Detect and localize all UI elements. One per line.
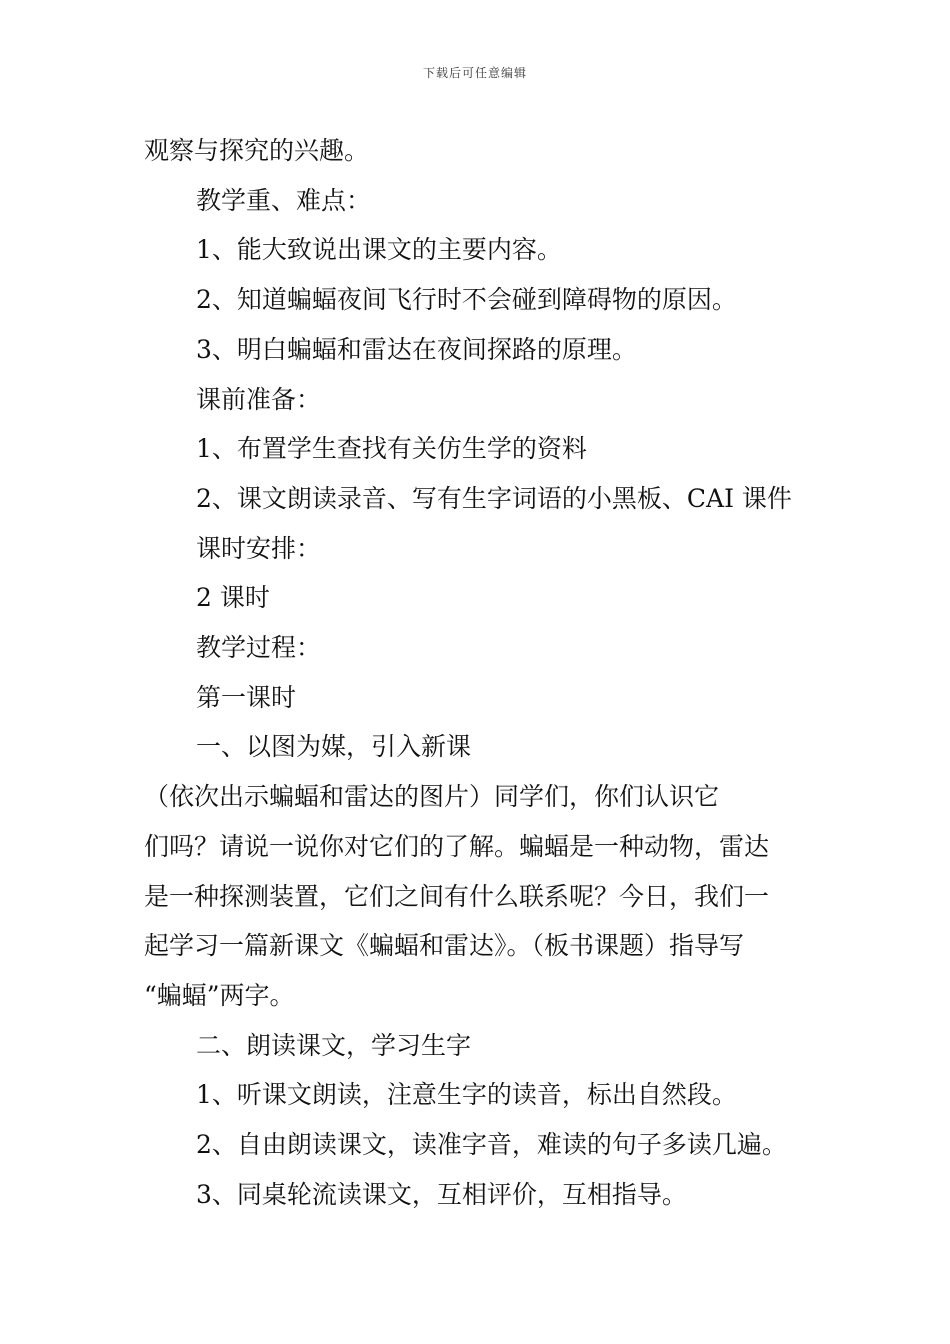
paragraph-line: 起学习一篇新课文《蝙蝠和雷达》。（板书课题）指导写 (144, 931, 745, 961)
paragraph-line: 观察与探究的兴趣。 (144, 136, 370, 165)
section-heading: 教学过程： (196, 633, 322, 663)
paragraph-line: （依次出示蝙蝠和雷达的图片）同学们，你们认识它 (144, 782, 720, 812)
list-item: 2、课文朗读录音、写有生字词语的小黑板、CAI 课件 (196, 483, 792, 513)
list-item: 1、布置学生查找有关仿生学的资料 (196, 434, 587, 464)
page-header: 下载后可任意编辑 (422, 66, 527, 80)
document-body (144, 126, 814, 1219)
section-heading: 课前准备： (196, 384, 322, 414)
section-heading: 一、以图为媒，引入新课 (196, 732, 472, 762)
paragraph-line: 2 课时 (196, 583, 270, 613)
section-heading: 第一课时 (196, 682, 297, 712)
list-item: 3、同桌轮流读课文，互相评价，互相指导。 (196, 1179, 687, 1209)
list-item: 2、知道蝙蝠夜间飞行时不会碰到障碍物的原因。 (196, 285, 737, 315)
list-item: 2、自由朗读课文，读准字音，难读的句子多读几遍。 (196, 1130, 787, 1160)
list-item: 3、明白蝙蝠和雷达在夜间探路的原理。 (196, 334, 637, 364)
paragraph-line: 们吗？请说一说你对它们的了解。蝙蝠是一种动物，雷达 (144, 831, 770, 861)
section-heading: 课时安排： (196, 533, 322, 563)
paragraph-line: 是一种探测装置，它们之间有什么联系呢？今日，我们一 (144, 881, 770, 911)
section-heading: 教学重、难点： (196, 185, 372, 215)
section-heading: 二、朗读课文，学习生字 (196, 1030, 472, 1060)
list-item: 1、能大致说出课文的主要内容。 (196, 235, 562, 265)
list-item: 1、听课文朗读，注意生字的读音，标出自然段。 (196, 1080, 737, 1110)
paragraph-line: “蝙蝠”两字。 (144, 980, 295, 1010)
